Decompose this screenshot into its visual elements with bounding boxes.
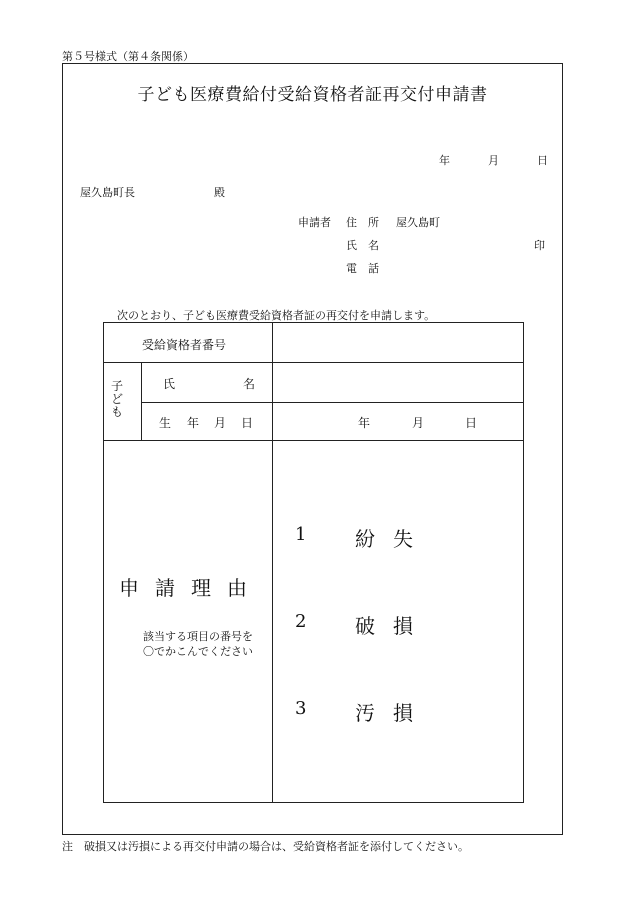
- birthdate-label-char: 生: [159, 416, 172, 430]
- option-number: 3: [295, 698, 307, 719]
- birthdate-label-char: 日: [241, 416, 254, 430]
- birthdate-year-label: 年: [358, 416, 371, 430]
- addressee-honorific: 殿: [214, 186, 225, 199]
- child-name-label-1: 氏: [163, 377, 176, 391]
- option-number: 1: [295, 524, 307, 545]
- table-divider: [272, 322, 273, 803]
- applicant-address-value: 屋久島町: [396, 216, 440, 229]
- applicant-phone-label: 電 話: [346, 262, 379, 275]
- child-name-label-2: 名: [243, 377, 256, 391]
- birthdate-label-char: 月: [214, 416, 227, 430]
- intro-text: 次のとおり、子ども医療費受給資格者証の再交付を申請します。: [117, 309, 436, 322]
- table-rule-3: [103, 440, 524, 441]
- option-label: 汚損: [355, 701, 431, 725]
- option-number: 2: [295, 611, 307, 632]
- date-month-label: 月: [488, 154, 499, 167]
- application-table: [103, 322, 524, 803]
- addressee-name: 屋久島町長: [80, 186, 135, 199]
- child-column-divider: [141, 362, 142, 440]
- footer-note: 注 破損又は汚損による再交付申請の場合は、受給資格者証を添付してください。: [62, 840, 469, 853]
- child-label-char: も: [110, 405, 123, 419]
- option-label: 紛失: [355, 527, 431, 551]
- reason-label: 申請理由: [119, 576, 263, 600]
- form-number: 第５号様式（第４条関係）: [62, 50, 194, 63]
- applicant-name-label: 氏 名: [346, 239, 379, 252]
- birthdate-label-char: 年: [187, 416, 200, 430]
- table-rule-1: [103, 362, 524, 363]
- birthdate-day-label: 日: [465, 416, 478, 430]
- date-year-label: 年: [439, 154, 450, 167]
- table-rule-2: [141, 402, 524, 403]
- child-label: [110, 380, 124, 419]
- child-label-char: 子: [110, 379, 123, 393]
- seal-mark: 印: [534, 239, 545, 252]
- reason-note: 該当する項目の番号を〇でかこんでください: [143, 630, 253, 658]
- form-title: 子ども医療費給付受給資格者証再交付申請書: [137, 85, 488, 105]
- option-label: 破損: [355, 614, 431, 638]
- date-day-label: 日: [537, 154, 548, 167]
- cert-number-label: 受給資格者番号: [142, 338, 227, 352]
- applicant-label: 申請者: [298, 216, 331, 229]
- child-label-char: ど: [110, 392, 123, 406]
- applicant-address-label: 住 所: [346, 216, 379, 229]
- birthdate-month-label: 月: [412, 416, 425, 430]
